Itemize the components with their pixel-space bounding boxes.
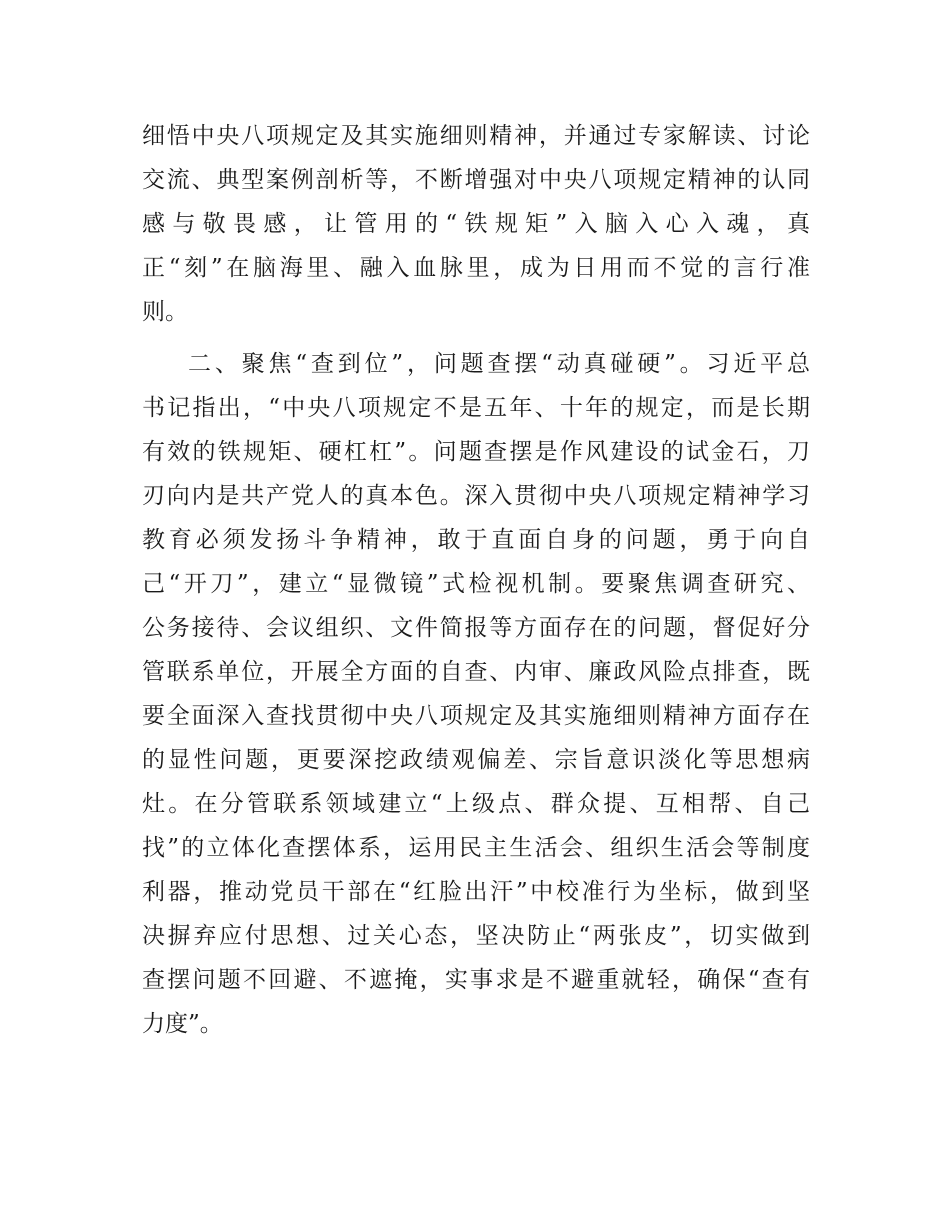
paragraph-line: 决摒弃应付思想、过关心态，坚决防止“两张皮”，切实做到 [142,923,810,949]
paragraph-line: 刃向内是共产党人的真本色。深入贯彻中央八项规定精神学习 [142,483,810,509]
paragraph-line: 二、聚焦“查到位”，问题查摆“动真碰硬”。习近平总 [188,351,810,377]
paragraph-line: 教育必须发扬斗争精神，敢于直面自身的问题，勇于向自 [142,527,810,553]
paragraph-line: 己“开刀”，建立“显微镜”式检视机制。要聚焦调查研究、 [142,571,810,597]
paragraph-line: 找”的立体化查摆体系，运用民主生活会、组织生活会等制度 [142,835,810,861]
paragraph-line: 的显性问题，更要深挖政绩观偏差、宗旨意识淡化等思想病 [142,747,810,773]
paragraph-line: 查摆问题不回避、不遮掩，实事求是不避重就轻，确保“查有 [142,967,810,993]
paragraph-line: 感与敬畏感，让管用的“铁规矩”入脑入心入魂，真 [142,211,810,237]
paragraph-line: 要全面深入查找贯彻中央八项规定及其实施细则精神方面存在 [142,703,810,729]
paragraph-line: 有效的铁规矩、硬杠杠”。问题查摆是作风建设的试金石，刀 [142,439,810,465]
paragraph-line: 利器，推动党员干部在“红脸出汗”中校准行为坐标，做到坚 [142,879,810,905]
paragraph-line: 交流、典型案例剖析等，不断增强对中央八项规定精神的认同 [142,167,810,193]
paragraph-line: 正“刻”在脑海里、融入血脉里，成为日用而不觉的言行准 [142,255,810,281]
paragraph-line: 管联系单位，开展全方面的自查、内审、廉政风险点排查，既 [142,659,810,685]
paragraph-line: 则。 [142,299,188,325]
paragraph-line: 公务接待、会议组织、文件简报等方面存在的问题，督促好分 [142,615,810,641]
paragraph-line: 力度”。 [142,1011,223,1037]
paragraph-line: 细悟中央八项规定及其实施细则精神，并通过专家解读、讨论 [142,123,810,149]
paragraph-line: 灶。在分管联系领域建立“上级点、群众提、互相帮、自己 [142,791,810,817]
paragraph-line: 书记指出，“中央八项规定不是五年、十年的规定，而是长期 [142,395,810,421]
